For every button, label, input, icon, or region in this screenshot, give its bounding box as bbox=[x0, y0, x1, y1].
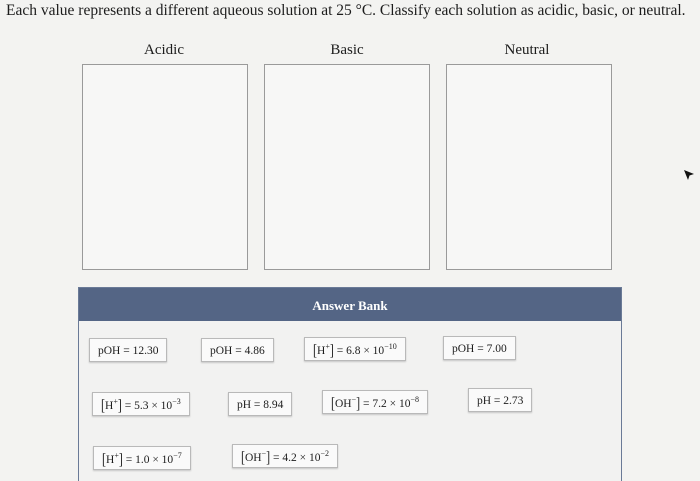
chip-species: H bbox=[106, 454, 115, 466]
chip-value: = 7.2 × 10 bbox=[360, 398, 411, 410]
chip-text: pH = 8.94 bbox=[237, 399, 284, 411]
drop-zone-neutral[interactable] bbox=[446, 64, 612, 270]
chip-value: = 6.8 × 10 bbox=[333, 345, 385, 357]
chip-text: pOH = 4.86 bbox=[210, 345, 265, 357]
answer-chip-oh-7-2e-8[interactable]: $[OH^-] = 7.2 \times 10^{-8}$ bbox=[322, 390, 428, 414]
chip-charge: − bbox=[261, 449, 267, 458]
answer-chip-ph-8-94[interactable] bbox=[228, 392, 292, 416]
answer-chip-ph-2-73[interactable] bbox=[468, 388, 532, 412]
answer-bank bbox=[78, 287, 622, 481]
chip-species: OH bbox=[245, 452, 262, 464]
chip-exponent: −3 bbox=[172, 397, 181, 406]
mouse-cursor-icon bbox=[682, 168, 696, 182]
chip-charge: + bbox=[113, 397, 118, 406]
chip-value: = 4.2 × 10 bbox=[270, 452, 321, 464]
chip-charge: + bbox=[325, 342, 330, 351]
answer-chip-poh-4-86[interactable] bbox=[201, 338, 274, 362]
drop-zone-basic[interactable] bbox=[264, 64, 430, 270]
category-label-acidic: Acidic bbox=[144, 42, 184, 58]
answer-chip-h-5-3e-3[interactable]: $[H^+] = 5.3 \times 10^{-3}$ bbox=[92, 392, 190, 416]
chip-exponent: −10 bbox=[384, 342, 397, 351]
chip-value: = 5.3 × 10 bbox=[121, 400, 173, 412]
chip-exponent: −2 bbox=[320, 449, 330, 458]
chip-exponent: −8 bbox=[410, 395, 420, 404]
answer-bank-title: Answer Bank bbox=[79, 288, 621, 321]
category-label-basic: Basic bbox=[330, 42, 364, 58]
chip-exponent: −7 bbox=[173, 451, 182, 460]
category-label-neutral: Neutral bbox=[504, 42, 550, 58]
question-prompt: Each value represents a different aqueous solution at 25 °C. Classify each solution as acidic, basic, or neutral. bbox=[6, 2, 686, 19]
chip-species: OH bbox=[335, 398, 352, 410]
answer-chip-poh-12-30[interactable] bbox=[89, 338, 167, 362]
chip-species: H bbox=[105, 400, 114, 412]
answer-chip-h-1-0e-7[interactable]: $[H^+] = 1.0 \times 10^{-7}$ bbox=[93, 446, 191, 470]
chip-species: H bbox=[317, 345, 326, 357]
chip-charge: + bbox=[114, 451, 119, 460]
answer-chip-poh-7-00[interactable] bbox=[443, 336, 516, 360]
chip-value: = 1.0 × 10 bbox=[122, 454, 174, 466]
chip-charge: − bbox=[351, 395, 357, 404]
answer-chip-h-6-8e-10[interactable]: $[H^+] = 6.8 \times 10^{-10}$ bbox=[304, 337, 406, 361]
chip-text: pOH = 7.00 bbox=[452, 343, 507, 355]
chip-text: pH = 2.73 bbox=[477, 395, 524, 407]
answer-chip-oh-4-2e-2[interactable]: $[OH^-] = 4.2 \times 10^{-2}$ bbox=[232, 444, 338, 468]
drop-zone-acidic[interactable] bbox=[82, 64, 248, 270]
chip-text: pOH = 12.30 bbox=[98, 345, 159, 357]
